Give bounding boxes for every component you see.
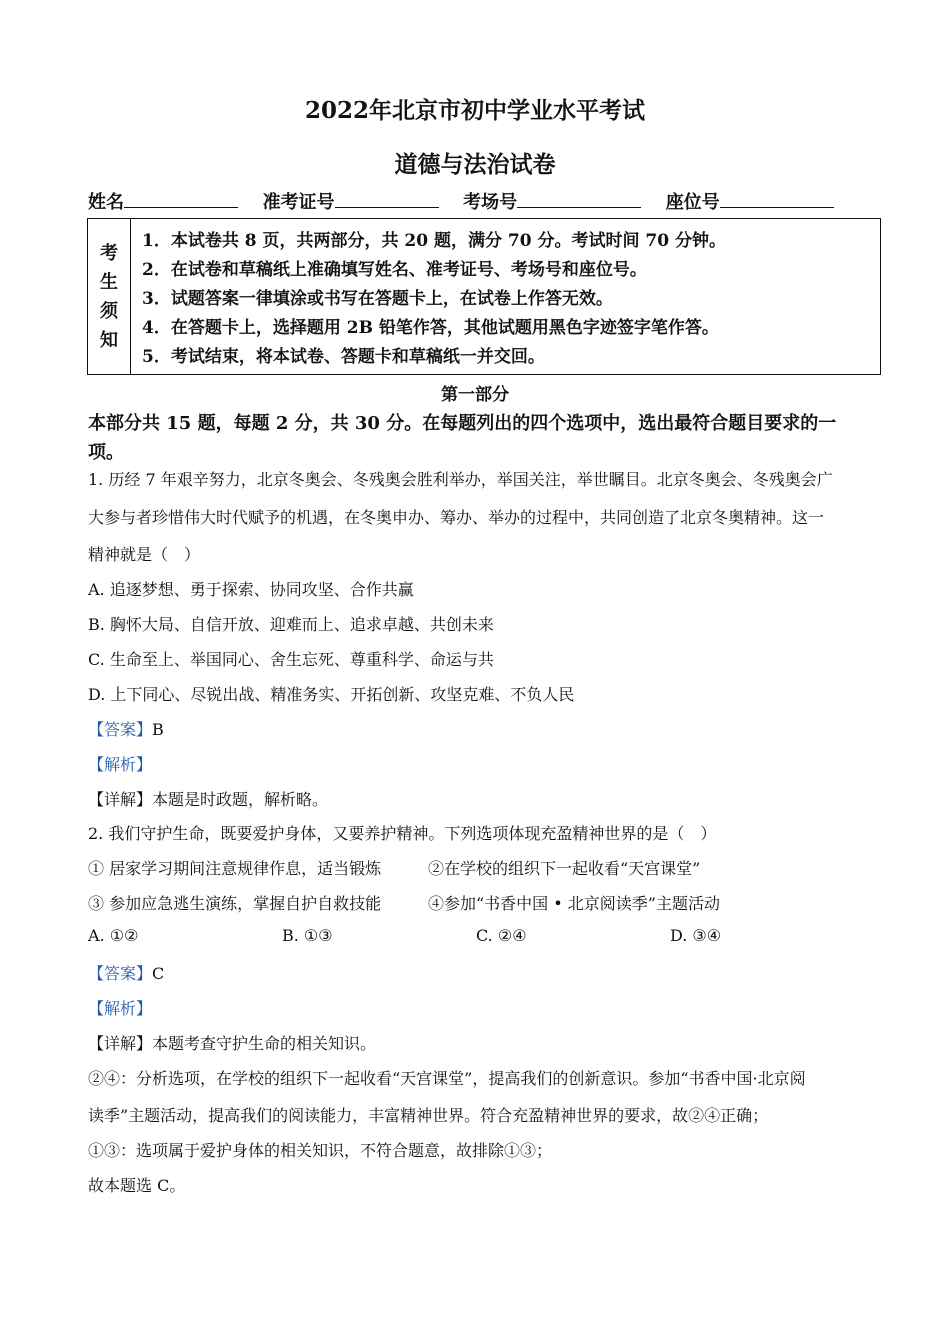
notice-item: 5．考试结束，将本试卷、答题卡和草稿纸一并交回。 (142, 347, 545, 367)
answer-label: 【答案】 (88, 964, 153, 983)
seat-blank[interactable] (720, 190, 834, 208)
part-description-cont: 项。 (88, 442, 124, 463)
notice-items (142, 227, 726, 372)
q1-stem-line: 1. 历经 7 年艰辛努力，北京冬奥会、冬残奥会胜利举办，举国关注，举世瞩目。北京冬奥会、冬残奥会广 (88, 470, 833, 489)
notice-item: 4．在答题卡上，选择题用 2B 铅笔作答，其他试题用黑色字迹签字笔作答。 (142, 318, 719, 338)
q2-detail (88, 1031, 376, 1054)
q1-analysis-label: 【解析】 (88, 755, 153, 774)
seat-label: 座位号 (665, 192, 720, 213)
q2-option-a: A. ①② (88, 926, 139, 945)
notice-side-label (88, 219, 131, 374)
notice-side-char: 须 (100, 301, 118, 322)
q2-statement-2: ②在学校的组织下一起收看“天宫课堂” (428, 859, 701, 878)
q2-answer (88, 961, 164, 984)
room-blank[interactable] (517, 190, 641, 208)
candidate-info-row (88, 188, 834, 214)
exam-title: 2022年北京市初中学业水平考试 (304, 97, 645, 124)
part-title: 第一部分 (441, 385, 509, 405)
exam-id-blank[interactable] (335, 190, 439, 208)
q1-option-d: D. 上下同心、尽锐出战、精准务实、开拓创新、攻坚克难、不负人民 (88, 685, 575, 704)
exam-id-label: 准考证号 (262, 192, 335, 213)
q1-stem-line: 大参与者珍惜伟大时代赋予的机遇，在冬奥申办、筹办、举办的过程中，共同创造了北京冬奥精神。这一 (88, 508, 825, 527)
notice-side-char: 考 (100, 243, 118, 264)
answer-label: 【答案】 (88, 720, 153, 739)
detail-label: 【详解】 (88, 790, 153, 809)
q2-explain-line: ①③：选项属于爱护身体的相关知识，不符合题意，故排除①③； (88, 1141, 553, 1160)
q2-analysis-label: 【解析】 (88, 999, 153, 1018)
notice-item: 3．试题答案一律填涂或书写在答题卡上，在试卷上作答无效。 (142, 289, 613, 309)
notice-side-char: 生 (100, 272, 118, 293)
detail-text: 本题考查守护生命的相关知识。 (152, 1034, 377, 1053)
exam-subtitle: 道德与法治试卷 (394, 151, 556, 178)
candidate-notice-box (87, 218, 881, 375)
q2-explain-line: ②④：分析选项，在学校的组织下一起收看“天宫课堂”，提高我们的创新意识。参加“书香中国·北京阅 (88, 1069, 806, 1088)
part-description: 本部分共 15 题，每题 2 分，共 30 分。在每题列出的四个选项中，选出最符合题目要求的一 (88, 413, 837, 434)
q1-option-b: B. 胸怀大局、自信开放、迎难而上、追求卓越、共创未来 (88, 615, 494, 634)
q2-statement-4: ④参加“书香中国 • 北京阅读季”主题活动 (428, 894, 720, 913)
q2-stem: 2. 我们守护生命，既要爱护身体，又要养护精神。下列选项体现充盈精神世界的是（ ） (88, 824, 717, 843)
notice-side-char: 知 (100, 330, 118, 351)
q2-statement-1: ① 居家学习期间注意规律作息，适当锻炼 (88, 859, 382, 878)
name-blank[interactable] (124, 190, 238, 208)
detail-text: 本题是时政题，解析略。 (152, 790, 329, 809)
q1-answer (88, 717, 164, 740)
answer-value: B (152, 720, 164, 739)
q2-option-b: B. ①③ (282, 926, 333, 945)
room-label: 考场号 (463, 192, 518, 213)
q1-option-a: A. 追逐梦想、勇于探索、协同攻坚、合作共赢 (88, 580, 414, 599)
q2-option-d: D. ③④ (670, 926, 722, 945)
answer-value: C (152, 964, 165, 983)
q1-option-c: C. 生命至上、举国同心、舍生忘死、尊重科学、命运与共 (88, 650, 494, 669)
q1-stem-line: 精神就是（ ） (88, 545, 201, 564)
detail-label: 【详解】 (88, 1034, 153, 1053)
q1-detail (88, 787, 328, 810)
q2-option-c: C. ②④ (476, 926, 527, 945)
notice-item: 2．在试卷和草稿纸上准确填写姓名、准考证号、考场号和座位号。 (142, 260, 647, 280)
q2-explain-line: 读季”主题活动，提高我们的阅读能力，丰富精神世界。符合充盈精神世界的要求，故②④正确； (88, 1106, 769, 1125)
name-label: 姓名 (88, 192, 124, 213)
notice-item: 1．本试卷共 8 页，共两部分，共 20 题，满分 70 分。考试时间 70 分钟。 (142, 231, 726, 251)
q2-statement-3: ③ 参加应急逃生演练，掌握自护自救技能 (88, 894, 382, 913)
q2-conclusion: 故本题选 C。 (88, 1176, 186, 1195)
